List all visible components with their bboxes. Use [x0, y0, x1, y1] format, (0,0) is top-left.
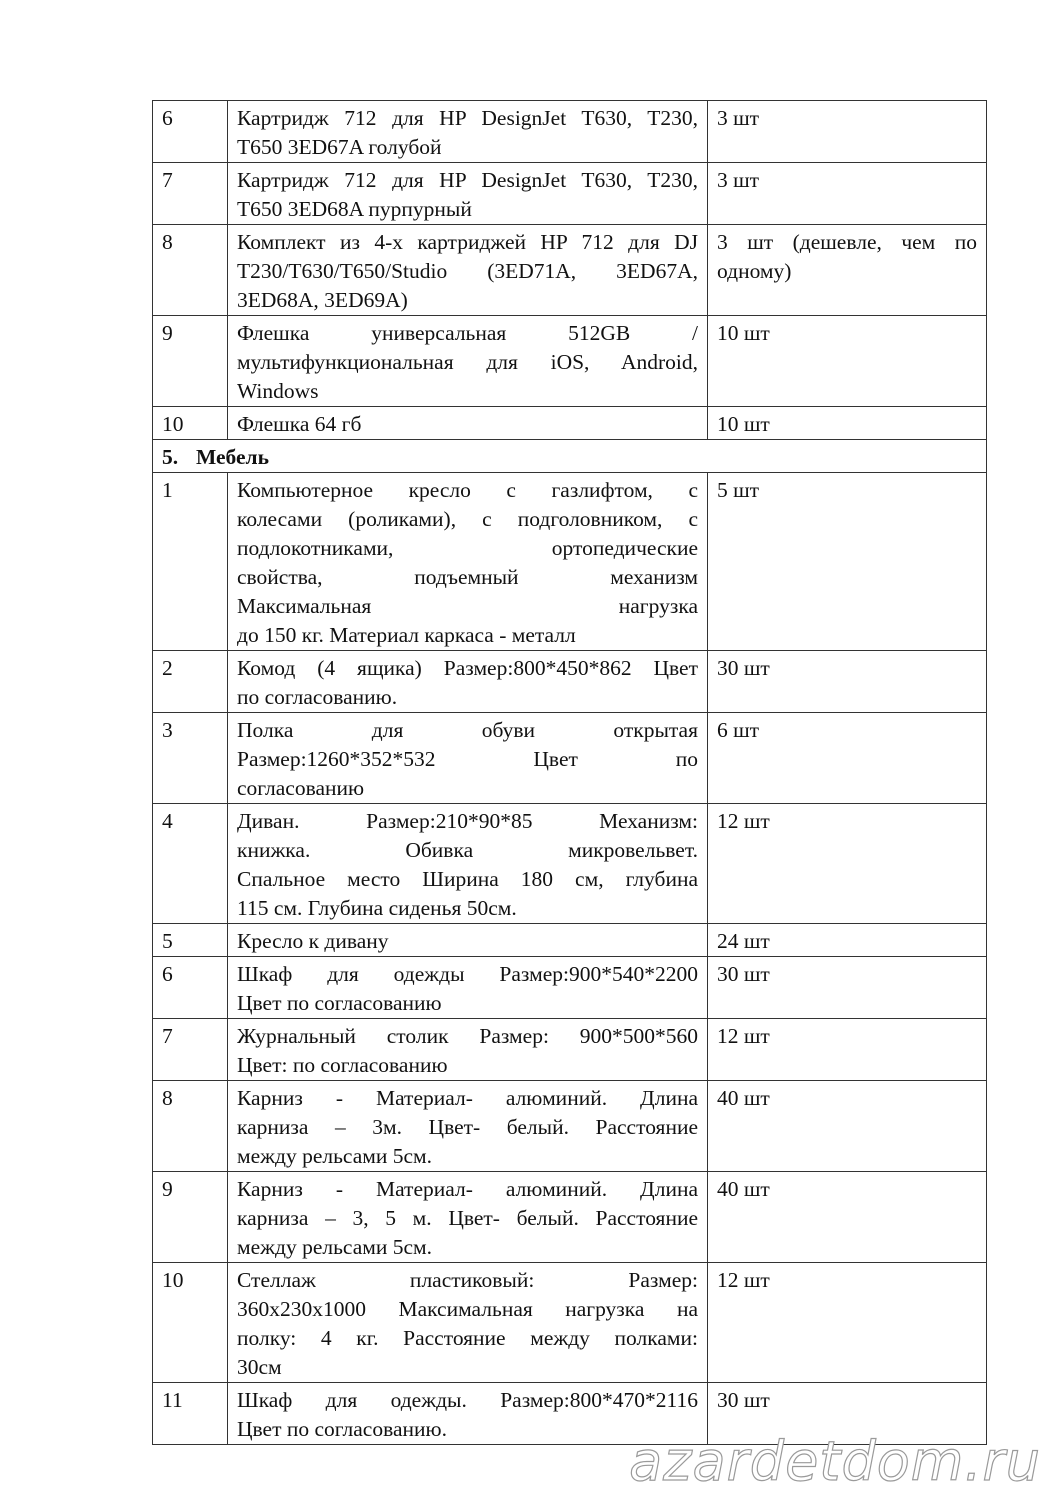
description-line: по согласованию. — [237, 685, 398, 709]
description-line: T650 3ED67A голубой — [237, 135, 442, 159]
item-quantity — [708, 407, 987, 440]
quantity-line: 10 шт — [717, 412, 770, 436]
item-description — [228, 316, 708, 407]
description-line: подлокотниками, ортопедические — [237, 536, 698, 560]
row-number: 4 — [153, 804, 228, 924]
quantity-line: 6 шт — [717, 718, 760, 742]
section-title: Мебель — [196, 445, 269, 469]
description-line: 115 см. Глубина сиденья 50см. — [237, 896, 517, 920]
description-line: 3ED68A, 3ED69A) — [237, 288, 408, 312]
item-quantity — [708, 804, 987, 924]
description-line: Диван. Размер:210*90*85 Механизм: — [237, 809, 698, 833]
description-line: согласованию — [237, 776, 365, 800]
item-description — [228, 1172, 708, 1263]
item-description — [228, 101, 708, 163]
table-row — [153, 1019, 987, 1081]
description-line: Компьютерное кресло с газлифтом, с — [237, 478, 698, 502]
quantity-line: 12 шт — [717, 809, 770, 833]
items-table — [152, 100, 987, 1445]
table-row — [153, 473, 987, 651]
item-quantity — [708, 473, 987, 651]
description-line: T230/T630/T650/Studio (3ED71A, 3ED67A, — [237, 259, 698, 283]
item-quantity — [708, 163, 987, 225]
description-line: Размер:1260*352*532 Цвет по — [237, 747, 698, 771]
item-description — [228, 473, 708, 651]
table-row — [153, 804, 987, 924]
description-line: колесами (роликами), с подголовником, с — [237, 507, 698, 531]
row-number: 10 — [153, 1263, 228, 1383]
table-row — [153, 101, 987, 163]
description-line: Картридж 712 для HP DesignJet T630, T230, — [237, 168, 698, 192]
row-number: 11 — [153, 1383, 228, 1445]
description-line: Комплект из 4-х картриджей HP 712 для DJ — [237, 230, 698, 254]
row-number: 6 — [153, 101, 228, 163]
description-line: до 150 кг. Материал каркаса - металл — [237, 623, 576, 647]
item-description — [228, 924, 708, 957]
description-line: Журнальный столик Размер: 900*500*560 — [237, 1024, 698, 1048]
quantity-line: 40 шт — [717, 1177, 770, 1201]
item-quantity — [708, 957, 987, 1019]
item-quantity — [708, 101, 987, 163]
section-title-cell — [153, 440, 987, 473]
table-row — [153, 163, 987, 225]
description-line: Картридж 712 для HP DesignJet T630, T230, — [237, 106, 698, 130]
description-line: 30см — [237, 1355, 282, 1379]
description-line: мультифункциональная для iOS, Android, — [237, 350, 698, 374]
description-line: Кресло к дивану — [237, 929, 389, 953]
description-line: Windows — [237, 379, 319, 403]
table-row — [153, 713, 987, 804]
row-number: 9 — [153, 1172, 228, 1263]
table-row — [153, 957, 987, 1019]
description-line: T650 3ED68A пурпурный — [237, 197, 472, 221]
item-description — [228, 407, 708, 440]
description-line: 360x230x1000 Максимальная нагрузка на — [237, 1297, 698, 1321]
row-number: 7 — [153, 1019, 228, 1081]
quantity-line: 30 шт — [717, 962, 770, 986]
row-number: 10 — [153, 407, 228, 440]
table-body-furniture — [153, 473, 987, 1445]
description-line: книжка. Обивка микровельвет. — [237, 838, 698, 862]
description-line: Полка для обуви открытая — [237, 718, 698, 742]
row-number: 6 — [153, 957, 228, 1019]
item-description — [228, 1081, 708, 1172]
table-row — [153, 225, 987, 316]
quantity-line: 3 шт — [717, 168, 760, 192]
table-row — [153, 1172, 987, 1263]
quantity-line: 30 шт — [717, 1388, 770, 1412]
table-row — [153, 316, 987, 407]
quantity-line: 3 шт (дешевле, чем по — [717, 230, 977, 254]
item-quantity — [708, 225, 987, 316]
item-quantity — [708, 924, 987, 957]
table-row — [153, 407, 987, 440]
description-line: карниза – 3, 5 м. Цвет- белый. Расстояние — [237, 1206, 698, 1230]
quantity-line: 30 шт — [717, 656, 770, 680]
quantity-line: 3 шт — [717, 106, 760, 130]
item-description — [228, 1263, 708, 1383]
description-line: между рельсами 5см. — [237, 1144, 433, 1168]
item-quantity — [708, 1081, 987, 1172]
row-number: 1 — [153, 473, 228, 651]
table-row — [153, 1081, 987, 1172]
description-line: полку: 4 кг. Расстояние между полками: — [237, 1326, 698, 1350]
item-description — [228, 1019, 708, 1081]
quantity-line: 12 шт — [717, 1268, 770, 1292]
quantity-line: одному) — [717, 259, 792, 283]
item-quantity — [708, 1172, 987, 1263]
item-quantity — [708, 1263, 987, 1383]
description-line: Шкаф для одежды Размер:900*540*2200 — [237, 962, 698, 986]
description-line: Спальное место Ширина 180 см, глубина — [237, 867, 698, 891]
row-number: 3 — [153, 713, 228, 804]
description-line: Комод (4 ящика) Размер:800*450*862 Цвет — [237, 656, 698, 680]
item-description — [228, 163, 708, 225]
description-line: Флешка универсальная 512GB / — [237, 321, 698, 345]
table-body-top — [153, 101, 987, 440]
section-row — [153, 440, 987, 473]
quantity-line: 10 шт — [717, 321, 770, 345]
section-header — [153, 440, 987, 473]
item-description — [228, 957, 708, 1019]
description-line: карниза – 3м. Цвет- белый. Расстояние — [237, 1115, 698, 1139]
watermark: azardetdom.ru — [629, 1430, 1041, 1493]
item-quantity — [708, 1019, 987, 1081]
description-line: между рельсами 5см. — [237, 1235, 433, 1259]
description-line: Карниз - Материал- алюминий. Длина — [237, 1177, 698, 1201]
description-line: Цвет по согласованию — [237, 991, 442, 1015]
section-number: 5. — [162, 445, 179, 469]
description-line: Флешка 64 гб — [237, 412, 362, 436]
item-quantity — [708, 651, 987, 713]
description-line: Шкаф для одежды. Размер:800*470*2116 — [237, 1388, 698, 1412]
item-quantity — [708, 316, 987, 407]
row-number: 8 — [153, 1081, 228, 1172]
row-number: 9 — [153, 316, 228, 407]
table-row — [153, 1263, 987, 1383]
description-line: свойства, подъемный механизм — [237, 565, 698, 589]
description-line: Максимальная нагрузка — [237, 594, 698, 618]
quantity-line: 12 шт — [717, 1024, 770, 1048]
table-row — [153, 651, 987, 713]
quantity-line: 24 шт — [717, 929, 770, 953]
item-description — [228, 804, 708, 924]
description-line: Цвет: по согласованию — [237, 1053, 448, 1077]
description-line: Цвет по согласованию. — [237, 1417, 447, 1441]
description-line: Карниз - Материал- алюминий. Длина — [237, 1086, 698, 1110]
quantity-line: 40 шт — [717, 1086, 770, 1110]
item-quantity — [708, 713, 987, 804]
item-description — [228, 713, 708, 804]
quantity-line: 5 шт — [717, 478, 760, 502]
item-description — [228, 651, 708, 713]
row-number: 5 — [153, 924, 228, 957]
row-number: 7 — [153, 163, 228, 225]
row-number: 2 — [153, 651, 228, 713]
row-number: 8 — [153, 225, 228, 316]
item-description — [228, 225, 708, 316]
table-row — [153, 924, 987, 957]
description-line: Стеллаж пластиковый: Размер: — [237, 1268, 698, 1292]
